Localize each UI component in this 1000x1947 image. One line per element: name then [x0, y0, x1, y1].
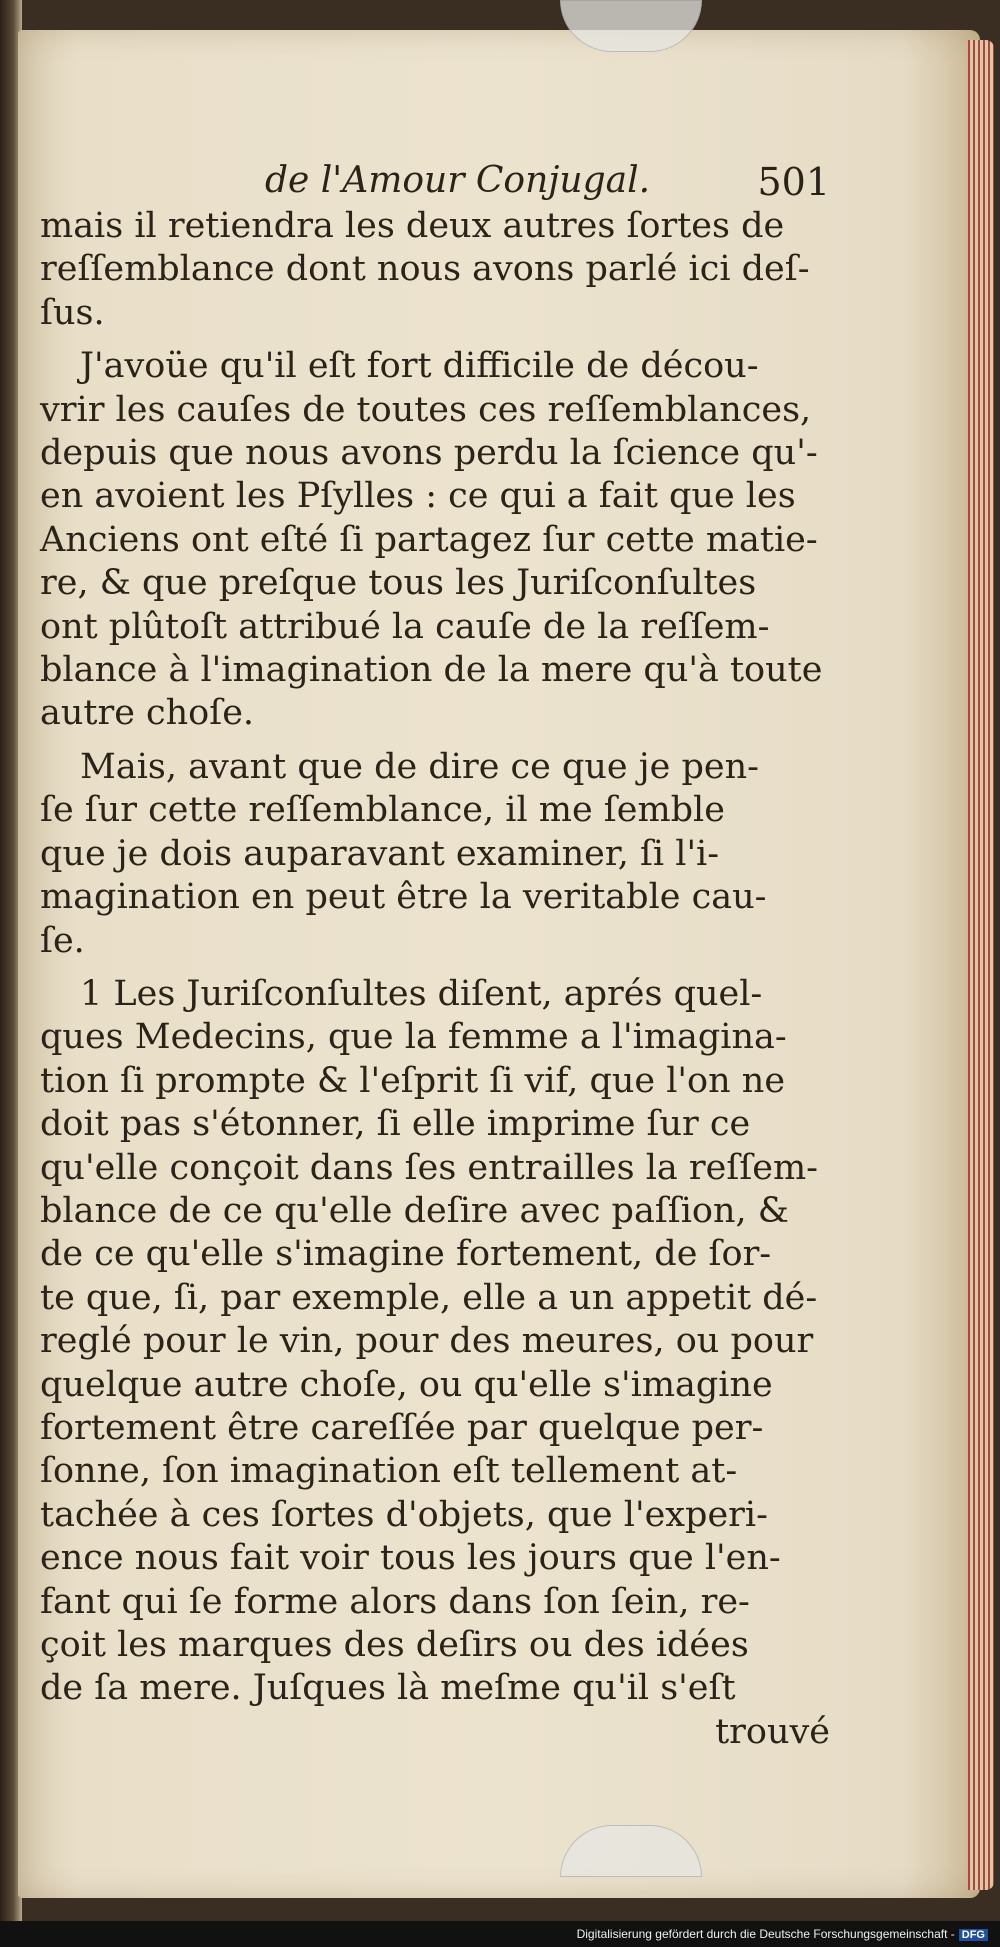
page-number: 501	[757, 160, 830, 204]
text-line: vrir les cauſes de toutes ces reſſemblances,	[40, 389, 812, 430]
footer-bar	[0, 1921, 1000, 1947]
text-line: 1 Les Juriſconſultes diſent, aprés quel-	[80, 973, 763, 1014]
text-line: reglé pour le vin, pour des meures, ou pour	[40, 1321, 814, 1362]
text-line: ſonne, ſon imagination eſt tellement at-	[40, 1451, 738, 1492]
text-line: quelque autre choſe, ou qu'elle s'imagine	[40, 1364, 773, 1405]
page-text	[40, 205, 830, 1754]
text-line: doit pas s'étonner, ſi elle imprime ſur ce	[40, 1104, 751, 1145]
text-line: blance de ce qu'elle deſire avec paſſion, &	[40, 1190, 789, 1231]
text-line: tachée à ces ſortes d'objets, que l'experi-	[40, 1494, 768, 1535]
text-line: ence nous fait voir tous les jours que l'en-	[40, 1538, 781, 1579]
text-line: en avoient les Pſylles : ce qui a fait que les	[40, 476, 796, 517]
text-line: de ſa mere. Juſques là meſme qu'il s'eſt	[40, 1668, 736, 1709]
catchword: trouvé	[715, 1711, 830, 1752]
text-line: ſe ſur cette reſſemblance, il me ſemble	[40, 790, 725, 831]
dfg-logo: DFG	[959, 1929, 988, 1941]
text-line: qu'elle conçoit dans ſes entrailles la reſſem-	[40, 1147, 818, 1188]
text-line: fant qui ſe forme alors dans ſon ſein, re-	[40, 1581, 750, 1622]
text-line: çoit les marques des deſirs ou des idées	[40, 1625, 749, 1665]
running-header	[40, 160, 830, 210]
text-line: de ce qu'elle s'imagine fortement, de ſor-	[40, 1234, 772, 1275]
text-line: ques Medecins, que la femme a l'imagina-	[40, 1017, 787, 1058]
text-line: ont plûtoſt attribué la cauſe de la reſſem-	[40, 606, 770, 647]
text-line: ſe.	[40, 920, 85, 961]
text-line: depuis que nous avons perdu la ſcience qu'-	[40, 433, 818, 474]
text-line: Mais, avant que de dire ce que je pen-	[80, 746, 759, 787]
digitization-credit	[573, 1925, 992, 1943]
text-line: J'avoüe qu'il eſt fort difficile de décou-	[80, 346, 759, 387]
credit-text: Digitalisierung gefördert durch die Deutsche Forschungsgemeinschaft -	[576, 1927, 955, 1941]
text-line: ſus.	[40, 292, 105, 333]
text-line: Anciens ont eſté ſi partagez ſur cette matie-	[40, 519, 818, 560]
text-line: magination en peut être la veritable cau-	[40, 877, 767, 918]
text-line: autre choſe.	[40, 693, 255, 734]
text-line: mais il retiendra les deux autres ſortes de	[40, 206, 785, 246]
text-line: que je dois auparavant examiner, ſi l'i-	[40, 833, 720, 874]
page-edges	[968, 40, 994, 1890]
text-line: fortement être careſſée par quelque per-	[40, 1407, 764, 1448]
text-line: te que, ſi, par exemple, elle a un appetit dé-	[40, 1277, 818, 1318]
text-line: reſſemblance dont nous avons parlé ici deſ-	[40, 249, 810, 290]
running-title: de l'Amour Conjugal.	[265, 160, 651, 201]
text-line: re, & que preſque tous les Juriſconſultes	[40, 563, 757, 604]
text-line: blance à l'imagination de la mere qu'à toute	[40, 650, 823, 691]
text-line: tion ſi prompte & l'eſprit ſi vif, que l'on ne	[40, 1060, 786, 1101]
